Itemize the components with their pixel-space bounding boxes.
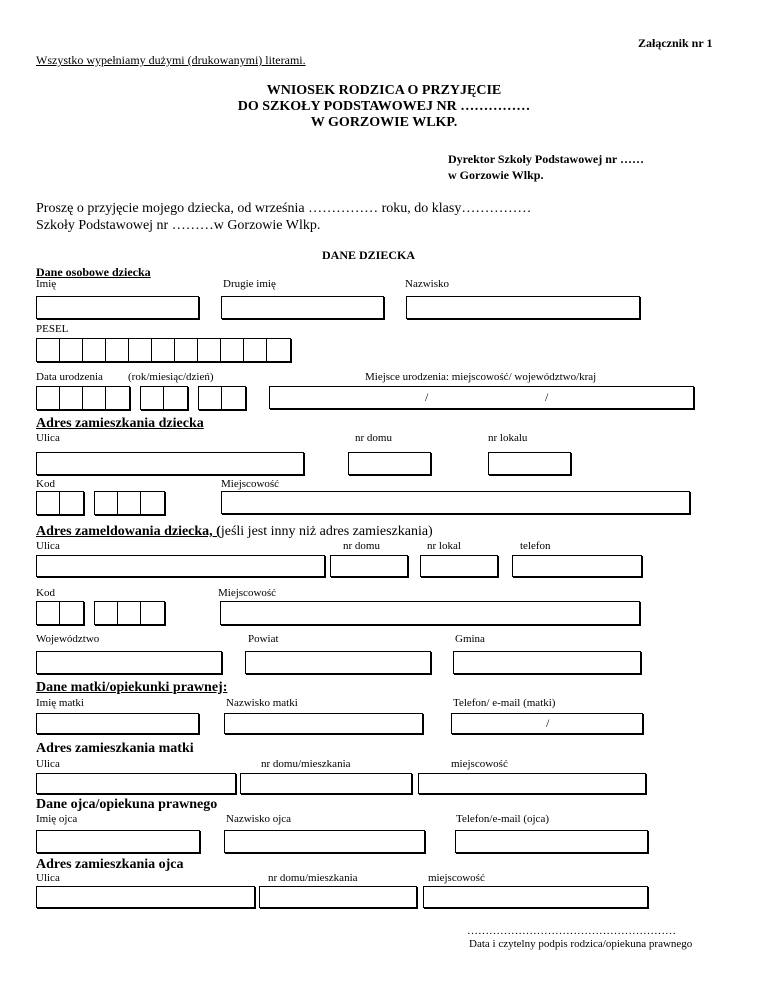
reg-phone-field[interactable] — [512, 555, 642, 577]
first-name-field[interactable] — [36, 296, 199, 319]
mother-first-name-field[interactable] — [36, 713, 199, 734]
child-postcode-label: Kod — [36, 478, 55, 490]
reg-commune-label: Gmina — [455, 633, 485, 645]
mother-city-field[interactable] — [418, 773, 646, 794]
child-city-field[interactable] — [221, 491, 690, 514]
birth-date-label: Data urodzenia — [36, 371, 103, 383]
child-postcode-part2[interactable] — [94, 491, 165, 515]
form-title-line2: DO SZKOŁY PODSTAWOWEJ NR …………… — [237, 99, 531, 114]
birth-year-field[interactable] — [36, 386, 130, 410]
father-street-field[interactable] — [36, 886, 255, 908]
section-child-heading: DANE DZIECKA — [322, 248, 416, 262]
child-flat-field[interactable] — [488, 452, 571, 475]
form-title-line3: W GORZOWIE WLKP. — [310, 115, 458, 130]
mother-heading: Dane matki/opiekunki prawnej: — [36, 680, 228, 695]
reg-house-label: nr domu — [343, 540, 380, 552]
surname-label: Nazwisko — [405, 278, 449, 290]
father-surname-field[interactable] — [224, 830, 425, 853]
mother-house-field[interactable] — [240, 773, 412, 794]
signature-dots: ………………………………………………… — [467, 925, 676, 937]
father-city-field[interactable] — [423, 886, 648, 908]
reg-postcode-label: Kod — [36, 587, 55, 599]
child-house-label: nr domu — [355, 432, 392, 444]
mother-street-field[interactable] — [36, 773, 236, 794]
reg-postcode-part2[interactable] — [94, 601, 165, 625]
mother-surname-field[interactable] — [224, 713, 423, 734]
instruction-text: Wszystko wypełniamy dużymi (drukowanymi) literami. — [36, 53, 306, 67]
mother-street-label: Ulica — [36, 758, 60, 770]
second-name-label: Drugie imię — [223, 278, 276, 290]
birth-place-label: Miejsce urodzenia: miejscowość/ województwo/kraj — [365, 371, 597, 383]
child-postcode-part1[interactable] — [36, 491, 84, 515]
reg-postcode-part1[interactable] — [36, 601, 84, 625]
form-title-line1: WNIOSEK RODZICA O PRZYJĘCIE — [266, 83, 502, 98]
child-residence-heading: Adres zamieszkania dziecka — [36, 416, 204, 431]
surname-field[interactable] — [406, 296, 640, 319]
child-registration-heading: Adres zameldowania dziecka, ( — [36, 524, 221, 539]
child-street-label: Ulica — [36, 432, 60, 444]
reg-voivodeship-label: Województwo — [36, 633, 100, 645]
attachment-label: Załącznik nr 1 — [638, 36, 713, 50]
father-house-field[interactable] — [259, 886, 417, 908]
request-line1: Proszę o przyjęcie mojego dziecka, od września …………… roku, do klasy…………… — [36, 201, 532, 216]
father-city-label: miejscowość — [428, 872, 485, 884]
reg-phone-label: telefon — [520, 540, 551, 552]
mother-contact-label: Telefon/ e-mail (matki) — [453, 697, 556, 709]
father-address-heading: Adres zamieszkania ojca — [36, 857, 184, 872]
request-line2: Szkoły Podstawowej nr ………w Gorzowie Wlkp. — [36, 218, 321, 233]
addressee-line1: Dyrektor Szkoły Podstawowej nr …… — [448, 152, 644, 166]
reg-city-label: Miejscowość — [218, 587, 277, 599]
pesel-field[interactable] — [36, 338, 291, 362]
mother-city-label: miejscowość — [451, 758, 508, 770]
father-house-label: nr domu/mieszkania — [268, 872, 358, 884]
birth-place-separator-2: / — [545, 390, 549, 404]
mother-house-label: nr domu/mieszkania — [261, 758, 351, 770]
father-first-name-label: Imię ojca — [36, 813, 78, 825]
mother-contact-separator: / — [546, 716, 550, 730]
reg-street-field[interactable] — [36, 555, 325, 577]
father-contact-label: Telefon/e-mail (ojca) — [456, 813, 549, 825]
personal-heading: Dane osobowe dziecka — [36, 265, 151, 279]
reg-voivodeship-field[interactable] — [36, 651, 222, 674]
birth-day-field[interactable] — [198, 386, 246, 410]
father-first-name-field[interactable] — [36, 830, 200, 853]
reg-flat-field[interactable] — [420, 555, 498, 577]
first-name-label: Imię — [36, 278, 57, 290]
signature-label: Data i czytelny podpis rodzica/opiekuna prawnego — [469, 938, 693, 950]
second-name-field[interactable] — [221, 296, 384, 319]
addressee-line2: w Gorzowie Wlkp. — [448, 168, 544, 182]
child-flat-label: nr lokalu — [488, 432, 528, 444]
child-city-label: Miejscowość — [221, 478, 280, 490]
reg-house-field[interactable] — [330, 555, 408, 577]
father-heading: Dane ojca/opiekuna prawnego — [36, 797, 218, 812]
birth-place-field[interactable] — [269, 386, 694, 409]
reg-flat-label: nr lokal — [427, 540, 461, 552]
mother-surname-label: Nazwisko matki — [226, 697, 298, 709]
child-house-field[interactable] — [348, 452, 431, 475]
father-surname-label: Nazwisko ojca — [226, 813, 292, 825]
child-registration-heading-wrap — [36, 522, 433, 540]
mother-first-name-label: Imię matki — [36, 697, 84, 709]
birth-date-format: (rok/miesiąc/dzień) — [128, 371, 214, 383]
father-street-label: Ulica — [36, 872, 60, 884]
child-registration-note: jeśli jest inny niż adres zamieszkania) — [220, 524, 433, 539]
reg-street-label: Ulica — [36, 540, 60, 552]
reg-city-field[interactable] — [220, 601, 640, 625]
reg-county-field[interactable] — [245, 651, 431, 674]
reg-commune-field[interactable] — [453, 651, 641, 674]
mother-address-heading: Adres zamieszkania matki — [36, 741, 194, 756]
birth-place-separator-1: / — [425, 390, 429, 404]
father-contact-field[interactable] — [455, 830, 648, 853]
child-street-field[interactable] — [36, 452, 304, 475]
reg-county-label: Powiat — [248, 633, 279, 645]
birth-month-field[interactable] — [140, 386, 188, 410]
pesel-label: PESEL — [36, 323, 69, 335]
